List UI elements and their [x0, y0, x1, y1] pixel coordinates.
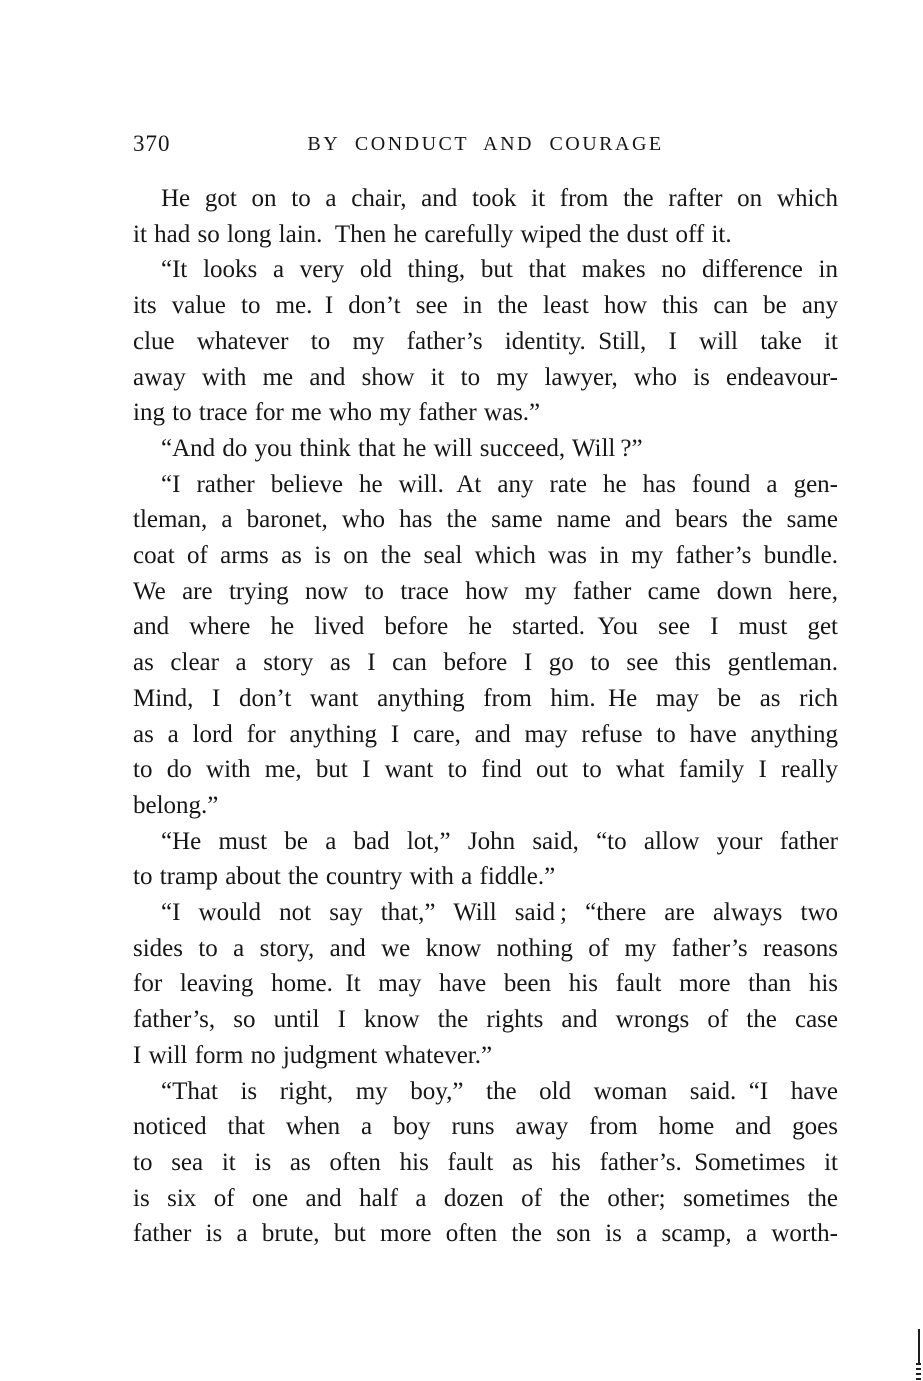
text-line: sides to a story, and we know nothing of my father’s reasons [133, 934, 838, 962]
text-line: to tramp about the country with a fiddle.” [133, 863, 556, 891]
text-line: and where he lived before he started. You see I must get [133, 613, 838, 641]
text-line: coat of arms as is on the seal which was in my father’s bundle. [133, 542, 838, 570]
text-line: “And do you think that he will succeed, Will ?” [161, 434, 643, 462]
paragraph [133, 467, 838, 824]
text-line: its value to me. I don’t see in the least how this can be any [133, 292, 838, 320]
page-header [133, 130, 838, 158]
text-line: He got on to a chair, and took it from the rafter on which [161, 185, 838, 212]
text-line: father is a brute, but more often the son is a scamp, a worth- [133, 1220, 838, 1248]
text-line: “I would not say that,” Will said ; “there are always two [161, 899, 838, 927]
text-line: “It looks a very old thing, but that makes no difference in [161, 256, 838, 284]
text-line: “He must be a bad lot,” John said, “to allow your father [161, 827, 838, 855]
text-line: tleman, a baronet, who has the same name and bears the same [133, 506, 838, 534]
running-title: BY CONDUCT AND COURAGE [307, 133, 664, 155]
paragraph [133, 824, 838, 895]
text-line: “That is right, my boy,” the old woman said. “I have [161, 1077, 838, 1105]
text-line: belong.” [133, 791, 219, 819]
text-line: to sea it is as often his fault as his father’s. Sometimes it [133, 1148, 838, 1176]
text-line: noticed that when a boy runs away from home and goes [133, 1113, 838, 1141]
text-line: “I rather believe he will. At any rate he has found a gen- [161, 470, 838, 498]
paragraph [133, 252, 838, 431]
body-text [133, 181, 838, 1252]
scan-artifact-bar [918, 1329, 920, 1363]
paragraph [133, 181, 838, 252]
text-line: it had so long lain. Then he carefully wiped the dust off it. [133, 220, 732, 248]
text-line: as clear a story as I can before I go to see this gentleman. [133, 649, 838, 677]
paragraph [133, 1074, 838, 1253]
text-line: is six of one and half a dozen of the other; sometimes the [133, 1184, 838, 1212]
paragraph [133, 431, 838, 467]
text-line: as a lord for anything I care, and may refuse to have anything [133, 720, 838, 748]
text-line: clue whatever to my father’s identity. Still, I will take it [133, 327, 838, 355]
paragraph [133, 895, 838, 1074]
scan-artifact-comb [916, 1363, 921, 1381]
page-number: 370 [133, 131, 171, 156]
text-line: for leaving home. It may have been his fault more than his [133, 970, 838, 998]
scan-artifact-mark [916, 1329, 921, 1381]
text-line: away with me and show it to my lawyer, who is endeavour- [133, 363, 838, 391]
text-line: We are trying now to trace how my father came down here, [133, 577, 838, 605]
text-line: ing to trace for me who my father was.” [133, 399, 541, 427]
text-line: to do with me, but I want to find out to what family I really [133, 756, 838, 784]
text-line: Mind, I don’t want anything from him. He may be as rich [133, 684, 838, 712]
text-line: father’s, so until I know the rights and wrongs of the case [133, 1006, 838, 1034]
text-line: I will form no judgment whatever.” [133, 1041, 493, 1069]
